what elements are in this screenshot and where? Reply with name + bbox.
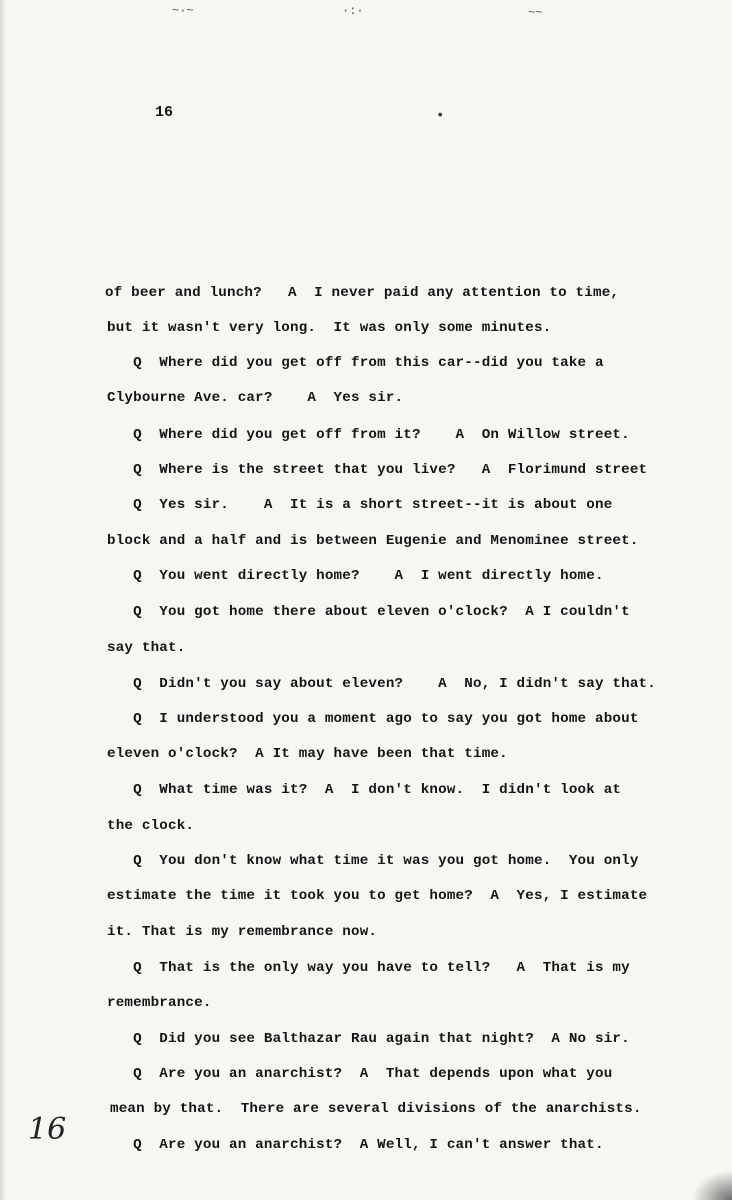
transcript-line: Q Didn't you say about eleven? A No, I didn't say that. [107, 676, 656, 692]
transcript-line: remembrance. [107, 995, 212, 1011]
transcript-line: eleven o'clock? A It may have been that time. [107, 746, 508, 762]
transcript-line: say that. [107, 640, 186, 656]
transcript-line: Q You went directly home? A I went directly home. [107, 568, 604, 584]
scan-artifact-mark: ·:· [342, 4, 364, 18]
transcript-line: Q Did you see Balthazar Rau again that night? A No sir. [107, 1031, 630, 1047]
transcript-line: Q You don't know what time it was you got home. You only [107, 853, 639, 869]
transcript-line: but it wasn't very long. It was only some minutes. [107, 320, 552, 336]
transcript-line: of beer and lunch? A I never paid any attention to time, [105, 285, 620, 301]
transcript-line: Q Where did you get off from this car--did you take a [107, 355, 604, 371]
transcript-line: it. That is my remembrance now. [107, 924, 378, 940]
scan-corner-smudge [692, 1170, 732, 1200]
transcript-line: the clock. [107, 818, 195, 834]
transcript-line: Q Yes sir. A It is a short street--it is about one [107, 497, 613, 513]
transcript-line: Q What time was it? A I don't know. I didn't look at [107, 782, 622, 798]
scan-artifact-mark: ~~ [528, 6, 543, 20]
transcript-line: block and a half and is between Eugenie and Menominee street. [107, 533, 639, 549]
page-number: 16 [155, 104, 174, 121]
transcript-line: Q Where did you get off from it? A On Willow street. [107, 427, 630, 443]
scan-artifact-mark: ~·~ [172, 4, 194, 18]
transcript-line: Q Where is the street that you live? A Florimund street [107, 462, 648, 478]
transcript-line: Q That is the only way you have to tell? A That is my [107, 960, 630, 976]
transcript-line: mean by that. There are several divisions of the anarchists. [110, 1101, 642, 1117]
ink-mark: • [436, 108, 445, 124]
transcript-line: Q Are you an anarchist? A Well, I can't answer that. [107, 1137, 604, 1153]
handwritten-page-number: 16 [28, 1112, 67, 1147]
transcript-line: estimate the time it took you to get home? A Yes, I estimate [107, 888, 648, 904]
scan-edge-shadow [0, 0, 6, 1200]
transcript-line: Q I understood you a moment ago to say you got home about [107, 711, 639, 727]
transcript-line: Clybourne Ave. car? A Yes sir. [107, 390, 404, 406]
transcript-line: Q Are you an anarchist? A That depends upon what you [107, 1066, 613, 1082]
transcript-line: Q You got home there about eleven o'clock? A I couldn't [107, 604, 630, 620]
